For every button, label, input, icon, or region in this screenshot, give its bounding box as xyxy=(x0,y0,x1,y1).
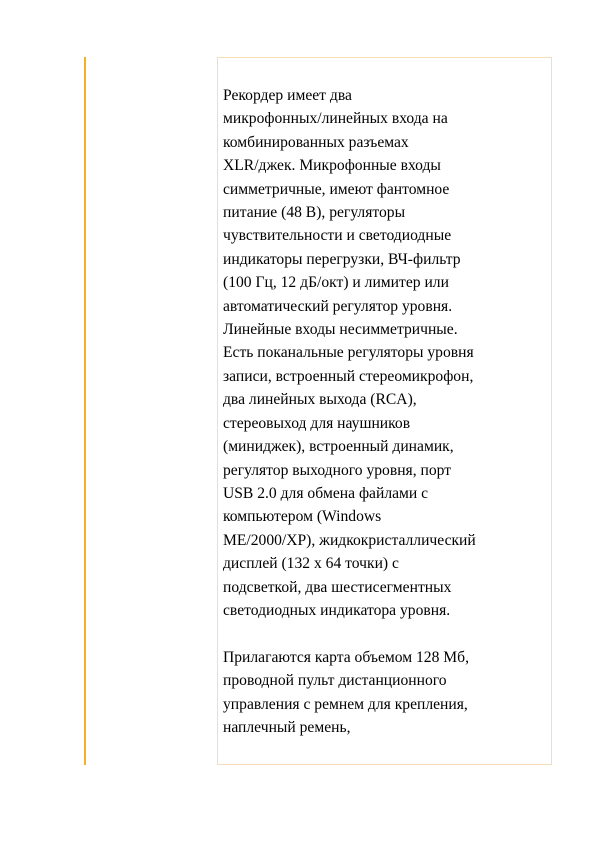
text-line: чувствительности и светодиодные xyxy=(223,227,452,245)
text-line: подсветкой, два шестисегментных xyxy=(223,578,452,596)
text-line: дисплей (132 х 64 точки) с xyxy=(223,555,399,573)
text-line: управления с ремнем для крепления, xyxy=(223,695,468,713)
paragraph-1 xyxy=(223,84,548,622)
paragraph-gap xyxy=(223,622,548,645)
paragraph-2 xyxy=(223,646,548,740)
text-line: автоматический регулятор уровня. xyxy=(223,297,453,315)
text-line: Линейные входы несимметричные. xyxy=(223,321,458,339)
body-text xyxy=(223,84,548,739)
text-line: микрофонных/линейных входа на xyxy=(223,110,448,128)
text-line: питание (48 В), регуляторы xyxy=(223,204,406,222)
text-frame xyxy=(217,57,552,765)
margin-rule xyxy=(84,57,86,765)
text-line: компьютером (Windows xyxy=(223,508,382,526)
text-line: симметричные, имеют фантомное xyxy=(223,180,450,198)
text-line: Прилагаются карта объемом 128 Мб, xyxy=(223,648,469,666)
text-line: проводной пульт дистанционного xyxy=(223,672,447,690)
text-line: (100 Гц, 12 дБ/окт) и лимитер или xyxy=(223,274,449,292)
text-line: индикаторы перегрузки, ВЧ-фильтр xyxy=(223,250,461,268)
text-line: два линейных выхода (RCA), xyxy=(223,391,417,409)
text-line: Рекордер имеет два xyxy=(223,87,352,104)
text-line: комбинированных разъемах xyxy=(223,133,409,151)
text-line: светодиодных индикатора уровня. xyxy=(223,601,451,619)
text-line: Есть поканальные регуляторы уровня xyxy=(223,344,474,362)
text-line: XLR/джек. Микрофонные входы xyxy=(223,157,441,175)
text-line: записи, встроенный стереомикрофон, xyxy=(223,367,474,385)
text-line: (миниджек), встроенный динамик, xyxy=(223,438,454,456)
text-line: ME/2000/XP), жидкокристаллический xyxy=(223,531,476,549)
text-line: стереовыход для наушников xyxy=(223,414,411,432)
text-line: регулятор выходного уровня, порт xyxy=(223,461,452,479)
text-line: наплечный ремень, xyxy=(223,718,351,736)
text-line: USB 2.0 для обмена файлами с xyxy=(223,484,429,502)
